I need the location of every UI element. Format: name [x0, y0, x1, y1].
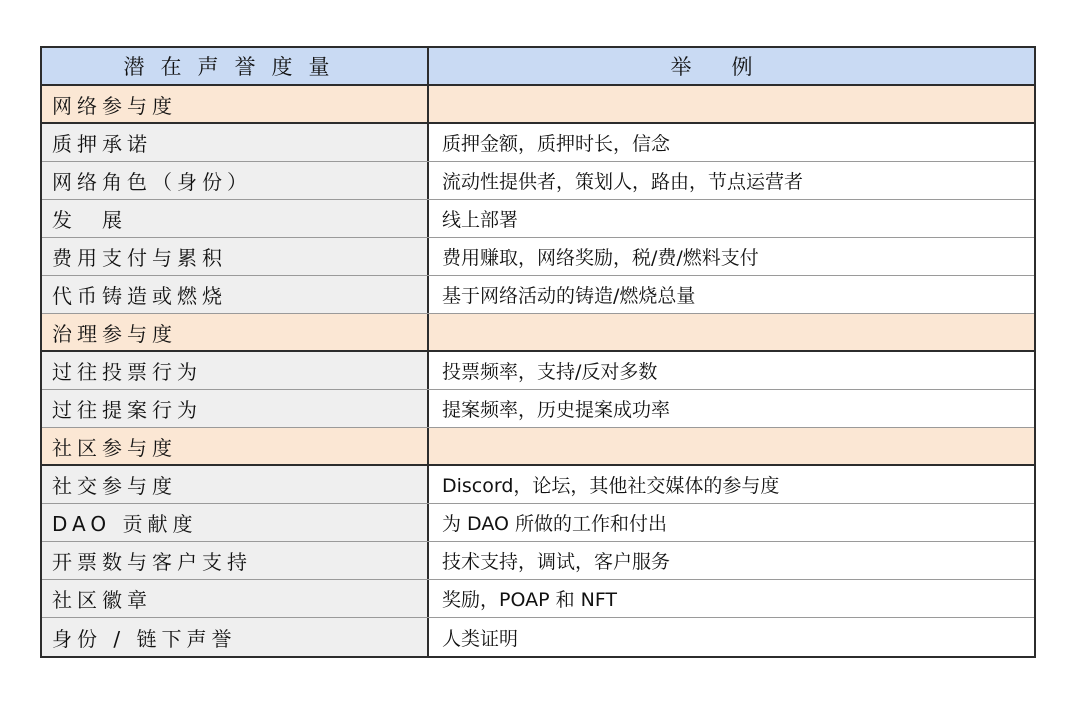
table-row: [42, 352, 1034, 390]
metric-cell: 费用支付与累积: [42, 238, 429, 275]
reputation-metrics-table: [40, 46, 1036, 658]
example-cell: 为 DAO 所做的工作和付出: [442, 513, 667, 535]
section-blank: [429, 314, 1034, 350]
metric-cell: 发 展: [42, 200, 429, 237]
table-row: [42, 124, 1034, 162]
table-row: [42, 200, 1034, 238]
section-blank: [429, 428, 1034, 464]
table-row: [42, 618, 1034, 656]
example-cell: 提案频率，历史提案成功率: [442, 399, 671, 421]
section-label: 社区参与度: [42, 428, 429, 464]
metric-cell: 过往投票行为: [42, 352, 429, 389]
example-cell: 奖励，POAP 和 NFT: [442, 589, 618, 611]
example-cell: 人类证明: [442, 627, 519, 650]
example-cell: 基于网络活动的铸造/燃烧总量: [442, 285, 696, 307]
section-label: 治理参与度: [42, 314, 429, 350]
section-blank: [429, 86, 1034, 122]
metric-cell: 社交参与度: [42, 466, 429, 503]
header-example-cell: 举例: [670, 55, 793, 79]
table-row: [42, 238, 1034, 276]
metric-cell: 社区徽章: [42, 580, 429, 617]
example-cell: 技术支持，调试，客户服务: [442, 551, 671, 573]
metric-cell: 开票数与客户支持: [42, 542, 429, 579]
table-row: [42, 580, 1034, 618]
metric-cell: 身份 / 链下声誉: [42, 618, 429, 656]
example-cell: 流动性提供者，策划人，路由，节点运营者: [442, 171, 804, 193]
section-row: [42, 428, 1034, 466]
table-header-row: [42, 48, 1034, 86]
section-row: [42, 86, 1034, 124]
table-row: [42, 162, 1034, 200]
example-cell: 费用赚取，网络奖励，税/费/燃料支付: [442, 247, 759, 269]
metric-cell: 代币铸造或燃烧: [42, 276, 429, 313]
metric-cell: 过往提案行为: [42, 390, 429, 427]
table-row: [42, 542, 1034, 580]
metric-cell: 质押承诺: [42, 124, 429, 161]
table-row: [42, 390, 1034, 428]
metric-cell: DAO 贡献度: [42, 504, 429, 541]
section-row: [42, 314, 1034, 352]
table-row: [42, 276, 1034, 314]
example-cell: 质押金额，质押时长，信念: [442, 133, 671, 155]
table-row: [42, 466, 1034, 504]
example-cell: Discord，论坛，其他社交媒体的参与度: [442, 475, 780, 497]
header-metric-cell: 潜在声誉度量: [42, 48, 429, 84]
example-cell: 线上部署: [442, 209, 519, 231]
metric-cell: 网络角色（身份）: [42, 162, 429, 199]
example-cell: 投票频率，支持/反对多数: [442, 361, 658, 383]
table-row: [42, 504, 1034, 542]
section-label: 网络参与度: [42, 86, 429, 122]
